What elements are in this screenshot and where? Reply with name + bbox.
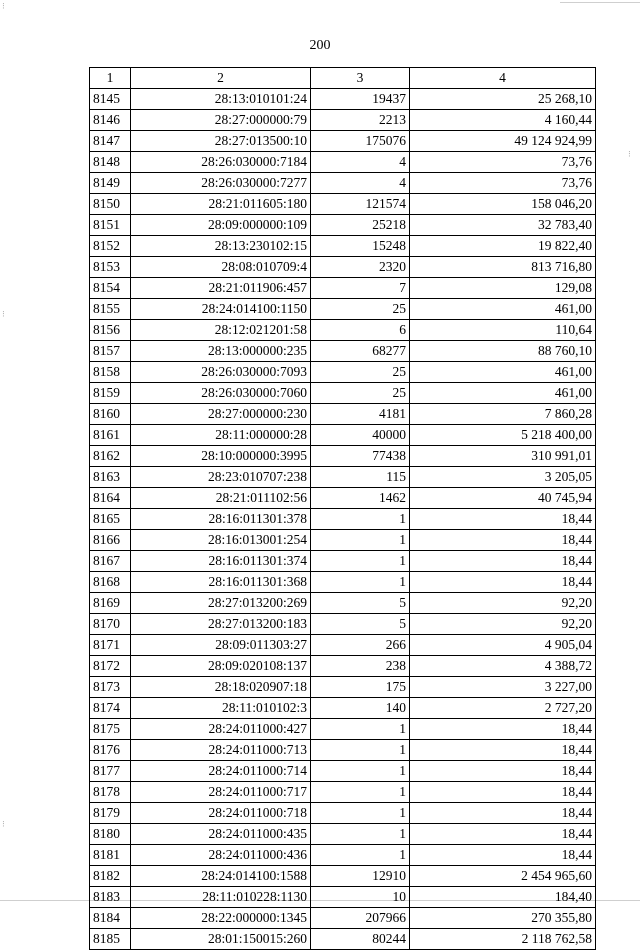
cadastral-number-cell: 28:24:014100:1150: [131, 299, 311, 320]
area-cell: 1: [311, 551, 410, 572]
value-cell: 49 124 924,99: [410, 131, 596, 152]
value-cell: 2 454 965,60: [410, 866, 596, 887]
row-number-cell: 8182: [90, 866, 131, 887]
cadastral-number-cell: 28:24:011000:435: [131, 824, 311, 845]
value-cell: 310 991,01: [410, 446, 596, 467]
cadastral-number-cell: 28:24:011000:713: [131, 740, 311, 761]
row-number-cell: 8147: [90, 131, 131, 152]
value-cell: 88 760,10: [410, 341, 596, 362]
row-number-cell: 8159: [90, 383, 131, 404]
table-row: [90, 194, 596, 215]
value-cell: 18,44: [410, 782, 596, 803]
area-cell: 1: [311, 803, 410, 824]
area-cell: 175: [311, 677, 410, 698]
table-header: [90, 68, 596, 89]
table-row: [90, 320, 596, 341]
row-number-cell: 8176: [90, 740, 131, 761]
cadastral-number-cell: 28:09:020108:137: [131, 656, 311, 677]
cadastral-number-cell: 28:27:013500:10: [131, 131, 311, 152]
page-number: 200: [309, 38, 331, 53]
cadastral-number-cell: 28:27:013200:269: [131, 593, 311, 614]
area-cell: 1: [311, 845, 410, 866]
cadastral-number-cell: 28:10:000000:3995: [131, 446, 311, 467]
row-number-cell: 8171: [90, 635, 131, 656]
value-cell: 184,40: [410, 887, 596, 908]
cadastral-number-cell: 28:11:010102:3: [131, 698, 311, 719]
cadastral-number-cell: 28:24:014100:1588: [131, 866, 311, 887]
cadastral-number-cell: 28:22:000000:1345: [131, 908, 311, 929]
area-cell: 1: [311, 509, 410, 530]
row-number-cell: 8148: [90, 152, 131, 173]
registry-table: [89, 67, 596, 950]
header-cell-col3: 3: [311, 68, 410, 89]
value-cell: 92,20: [410, 614, 596, 635]
table-row: [90, 740, 596, 761]
table-row: [90, 152, 596, 173]
row-number-cell: 8145: [90, 89, 131, 110]
table-body: [90, 89, 596, 950]
row-number-cell: 8158: [90, 362, 131, 383]
area-cell: 1462: [311, 488, 410, 509]
table-row: [90, 257, 596, 278]
row-number-cell: 8181: [90, 845, 131, 866]
row-number-cell: 8161: [90, 425, 131, 446]
value-cell: 18,44: [410, 803, 596, 824]
value-cell: 4 160,44: [410, 110, 596, 131]
value-cell: 19 822,40: [410, 236, 596, 257]
cadastral-number-cell: 28:26:030000:7184: [131, 152, 311, 173]
header-cell-col4: 4: [410, 68, 596, 89]
row-number-cell: 8155: [90, 299, 131, 320]
table-row: [90, 110, 596, 131]
area-cell: 6: [311, 320, 410, 341]
row-number-cell: 8183: [90, 887, 131, 908]
table-row: [90, 845, 596, 866]
area-cell: 4: [311, 152, 410, 173]
row-number-cell: 8174: [90, 698, 131, 719]
value-cell: 18,44: [410, 572, 596, 593]
value-cell: 461,00: [410, 362, 596, 383]
row-number-cell: 8146: [90, 110, 131, 131]
table-row: [90, 362, 596, 383]
row-number-cell: 8166: [90, 530, 131, 551]
area-cell: 1: [311, 824, 410, 845]
cadastral-number-cell: 28:24:011000:717: [131, 782, 311, 803]
value-cell: 18,44: [410, 761, 596, 782]
value-cell: 461,00: [410, 299, 596, 320]
cadastral-number-cell: 28:11:000000:28: [131, 425, 311, 446]
row-number-cell: 8173: [90, 677, 131, 698]
value-cell: 3 227,00: [410, 677, 596, 698]
table-row: [90, 446, 596, 467]
row-number-cell: 8170: [90, 614, 131, 635]
table-row: [90, 131, 596, 152]
table-row: [90, 719, 596, 740]
cadastral-number-cell: 28:27:000000:230: [131, 404, 311, 425]
row-number-cell: 8149: [90, 173, 131, 194]
area-cell: 19437: [311, 89, 410, 110]
table-row: [90, 908, 596, 929]
area-cell: 1: [311, 782, 410, 803]
row-number-cell: 8150: [90, 194, 131, 215]
cadastral-number-cell: 28:21:011102:56: [131, 488, 311, 509]
row-number-cell: 8153: [90, 257, 131, 278]
table-row: [90, 551, 596, 572]
area-cell: 80244: [311, 929, 410, 950]
area-cell: 68277: [311, 341, 410, 362]
cadastral-number-cell: 28:21:011605:180: [131, 194, 311, 215]
scan-margin-mark: ⁝: [628, 150, 631, 160]
row-number-cell: 8156: [90, 320, 131, 341]
area-cell: 5: [311, 614, 410, 635]
table-row: [90, 173, 596, 194]
table-row: [90, 509, 596, 530]
table-row: [90, 593, 596, 614]
area-cell: 10: [311, 887, 410, 908]
value-cell: 270 355,80: [410, 908, 596, 929]
value-cell: 813 716,80: [410, 257, 596, 278]
table-row: [90, 404, 596, 425]
cadastral-number-cell: 28:27:000000:79: [131, 110, 311, 131]
table-row: [90, 698, 596, 719]
cadastral-number-cell: 28:27:013200:183: [131, 614, 311, 635]
value-cell: 40 745,94: [410, 488, 596, 509]
area-cell: 175076: [311, 131, 410, 152]
cadastral-number-cell: 28:24:011000:718: [131, 803, 311, 824]
value-cell: 18,44: [410, 740, 596, 761]
header-row: [90, 68, 596, 89]
row-number-cell: 8163: [90, 467, 131, 488]
cadastral-number-cell: 28:21:011906:457: [131, 278, 311, 299]
area-cell: 25218: [311, 215, 410, 236]
cadastral-number-cell: 28:16:011301:374: [131, 551, 311, 572]
cadastral-number-cell: 28:16:011301:368: [131, 572, 311, 593]
row-number-cell: 8180: [90, 824, 131, 845]
table-row: [90, 299, 596, 320]
row-number-cell: 8179: [90, 803, 131, 824]
value-cell: 18,44: [410, 719, 596, 740]
cadastral-number-cell: 28:01:150015:260: [131, 929, 311, 950]
value-cell: 158 046,20: [410, 194, 596, 215]
row-number-cell: 8157: [90, 341, 131, 362]
cadastral-number-cell: 28:26:030000:7277: [131, 173, 311, 194]
cadastral-number-cell: 28:09:011303:27: [131, 635, 311, 656]
row-number-cell: 8151: [90, 215, 131, 236]
value-cell: 129,08: [410, 278, 596, 299]
area-cell: 1: [311, 530, 410, 551]
row-number-cell: 8162: [90, 446, 131, 467]
scan-margin-mark: ⁝: [2, 2, 5, 12]
area-cell: 15248: [311, 236, 410, 257]
area-cell: 2320: [311, 257, 410, 278]
header-cell-col1: 1: [90, 68, 131, 89]
table-row: [90, 572, 596, 593]
table-row: [90, 278, 596, 299]
row-number-cell: 8154: [90, 278, 131, 299]
row-number-cell: 8172: [90, 656, 131, 677]
area-cell: 40000: [311, 425, 410, 446]
table-row: [90, 488, 596, 509]
area-cell: 1: [311, 719, 410, 740]
value-cell: 110,64: [410, 320, 596, 341]
table-row: [90, 656, 596, 677]
value-cell: 461,00: [410, 383, 596, 404]
table-row: [90, 803, 596, 824]
table-row: [90, 866, 596, 887]
table-row: [90, 383, 596, 404]
area-cell: 25: [311, 299, 410, 320]
value-cell: 25 268,10: [410, 89, 596, 110]
cadastral-number-cell: 28:24:011000:427: [131, 719, 311, 740]
area-cell: 77438: [311, 446, 410, 467]
table-row: [90, 425, 596, 446]
row-number-cell: 8175: [90, 719, 131, 740]
value-cell: 5 218 400,00: [410, 425, 596, 446]
area-cell: 1: [311, 761, 410, 782]
value-cell: 18,44: [410, 509, 596, 530]
area-cell: 2213: [311, 110, 410, 131]
table-row: [90, 782, 596, 803]
table-row: [90, 635, 596, 656]
scan-margin-mark: ⁝: [2, 820, 5, 830]
area-cell: 238: [311, 656, 410, 677]
table-row: [90, 761, 596, 782]
cadastral-number-cell: 28:12:021201:58: [131, 320, 311, 341]
value-cell: 73,76: [410, 152, 596, 173]
value-cell: 4 388,72: [410, 656, 596, 677]
value-cell: 2 727,20: [410, 698, 596, 719]
table-row: [90, 215, 596, 236]
value-cell: 2 118 762,58: [410, 929, 596, 950]
cadastral-number-cell: 28:24:011000:714: [131, 761, 311, 782]
table-row: [90, 341, 596, 362]
value-cell: 92,20: [410, 593, 596, 614]
row-number-cell: 8164: [90, 488, 131, 509]
table-row: [90, 929, 596, 950]
value-cell: 18,44: [410, 530, 596, 551]
row-number-cell: 8178: [90, 782, 131, 803]
scan-margin-mark: ⁝: [2, 310, 5, 320]
row-number-cell: 8185: [90, 929, 131, 950]
row-number-cell: 8165: [90, 509, 131, 530]
header-cell-col2: 2: [131, 68, 311, 89]
row-number-cell: 8160: [90, 404, 131, 425]
row-number-cell: 8169: [90, 593, 131, 614]
value-cell: 7 860,28: [410, 404, 596, 425]
area-cell: 121574: [311, 194, 410, 215]
table-row: [90, 887, 596, 908]
cadastral-number-cell: 28:09:000000:109: [131, 215, 311, 236]
row-number-cell: 8152: [90, 236, 131, 257]
cadastral-number-cell: 28:24:011000:436: [131, 845, 311, 866]
scan-edge-line-top: [560, 2, 640, 3]
area-cell: 266: [311, 635, 410, 656]
area-cell: 115: [311, 467, 410, 488]
area-cell: 25: [311, 362, 410, 383]
area-cell: 12910: [311, 866, 410, 887]
cadastral-number-cell: 28:26:030000:7093: [131, 362, 311, 383]
value-cell: 73,76: [410, 173, 596, 194]
table-row: [90, 236, 596, 257]
table-row: [90, 530, 596, 551]
area-cell: 207966: [311, 908, 410, 929]
area-cell: 1: [311, 740, 410, 761]
row-number-cell: 8168: [90, 572, 131, 593]
value-cell: 4 905,04: [410, 635, 596, 656]
cadastral-number-cell: 28:23:010707:238: [131, 467, 311, 488]
cadastral-number-cell: 28:08:010709:4: [131, 257, 311, 278]
value-cell: 18,44: [410, 551, 596, 572]
area-cell: 4: [311, 173, 410, 194]
cadastral-number-cell: 28:16:013001:254: [131, 530, 311, 551]
row-number-cell: 8167: [90, 551, 131, 572]
value-cell: 32 783,40: [410, 215, 596, 236]
cadastral-number-cell: 28:16:011301:378: [131, 509, 311, 530]
area-cell: 140: [311, 698, 410, 719]
cadastral-number-cell: 28:13:230102:15: [131, 236, 311, 257]
cadastral-number-cell: 28:13:010101:24: [131, 89, 311, 110]
area-cell: 5: [311, 593, 410, 614]
cadastral-number-cell: 28:13:000000:235: [131, 341, 311, 362]
table-row: [90, 467, 596, 488]
table-row: [90, 89, 596, 110]
area-cell: 1: [311, 572, 410, 593]
table-row: [90, 824, 596, 845]
table-row: [90, 677, 596, 698]
area-cell: 4181: [311, 404, 410, 425]
value-cell: 18,44: [410, 845, 596, 866]
area-cell: 25: [311, 383, 410, 404]
area-cell: 7: [311, 278, 410, 299]
value-cell: 18,44: [410, 824, 596, 845]
cadastral-number-cell: 28:18:020907:18: [131, 677, 311, 698]
row-number-cell: 8184: [90, 908, 131, 929]
table-row: [90, 614, 596, 635]
value-cell: 3 205,05: [410, 467, 596, 488]
cadastral-number-cell: 28:11:010228:1130: [131, 887, 311, 908]
row-number-cell: 8177: [90, 761, 131, 782]
cadastral-number-cell: 28:26:030000:7060: [131, 383, 311, 404]
